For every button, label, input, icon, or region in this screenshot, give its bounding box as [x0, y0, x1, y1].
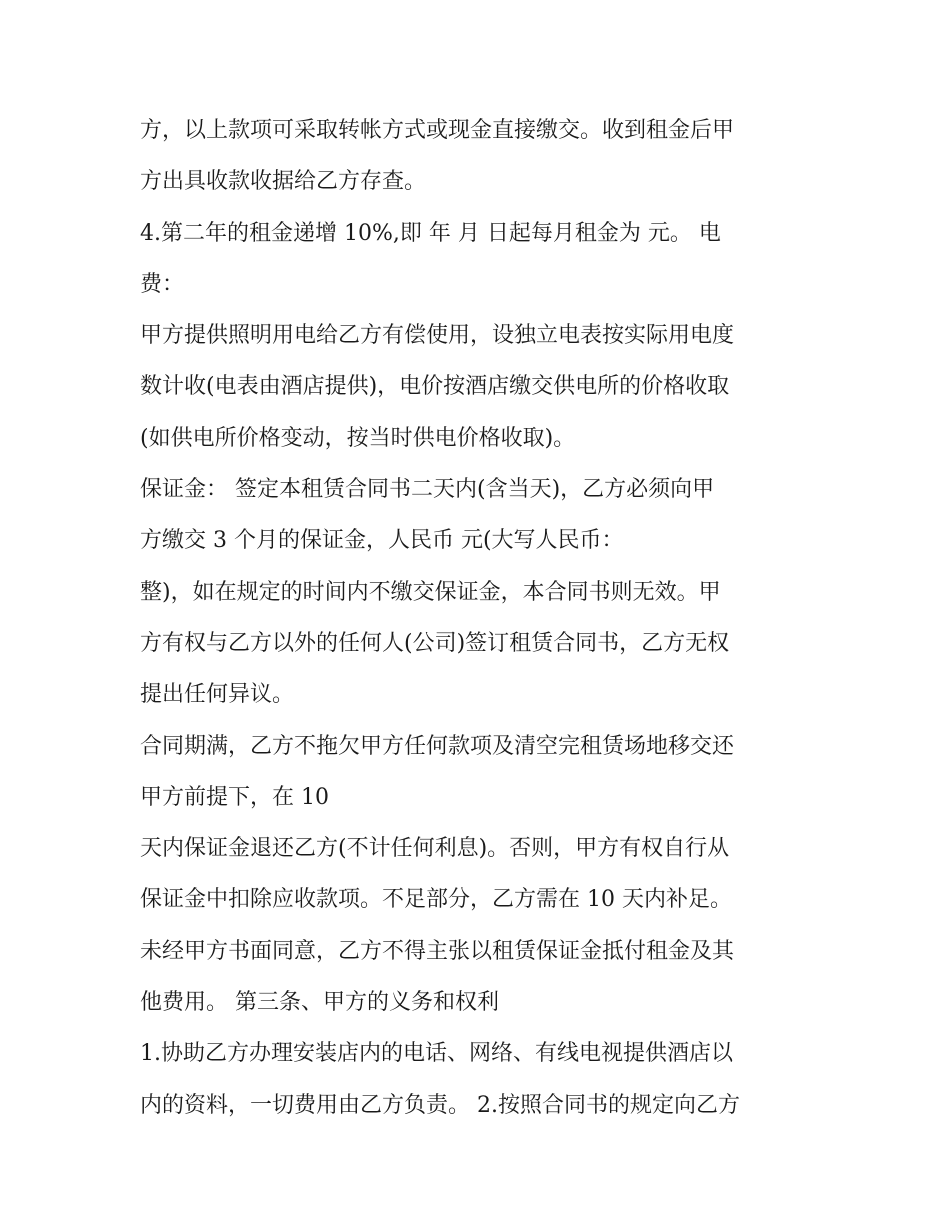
document-body: [140, 110, 820, 1136]
text-line: 保证金中扣除应收款项。不足部分，乙方需在 10 天内补足。: [140, 887, 732, 913]
text-line: 他费用。 第三条、甲方的义务和权利: [140, 990, 499, 1016]
text-line: 数计收(电表由酒店提供)，电价按酒店缴交供电所的价格收取: [140, 374, 730, 400]
text-line: 保证金： 签定本租赁合同书二天内(含当天)，乙方必须向甲: [140, 477, 715, 503]
text-line: 4.第二年的租金递增 10%,即 年 月 日起每月租金为 元。 电: [140, 220, 721, 246]
text-line: 未经甲方书面同意，乙方不得主张以租赁保证金抵付租金及其: [140, 938, 735, 964]
text-line: 方出具收款收据给乙方存查。: [140, 169, 427, 195]
text-line: 费：: [140, 271, 185, 297]
text-line: 方有权与乙方以外的任何人(公司)签订租赁合同书，乙方无权: [140, 630, 730, 656]
text-line: 内的资料，一切费用由乙方负责。 2.按照合同书的规定向乙方: [140, 1092, 740, 1118]
text-line: 1.协助乙方办理安装店内的电话、网络、有线电视提供酒店以: [140, 1041, 733, 1067]
text-line: 方，以上款项可采取转帐方式或现金直接缴交。收到租金后甲: [140, 118, 735, 143]
text-line: 甲方提供照明用电给乙方有偿使用，设独立电表按实际用电度: [140, 323, 735, 349]
text-line: 甲方前提下，在 10: [140, 784, 329, 810]
text-line: 合同期满，乙方不拖欠甲方任何款项及清空完租赁场地移交还: [140, 733, 735, 759]
text-line: (如供电所价格变动，按当时供电价格收取)。: [140, 425, 576, 451]
text-line: 天内保证金退还乙方(不计任何利息)。否则，甲方有权自行从: [140, 836, 730, 862]
text-line: 方缴交 3 个月的保证金，人民币 元(大写人民币：: [140, 528, 624, 554]
text-line: 整)，如在规定的时间内不缴交保证金，本合同书则无效。甲: [140, 579, 721, 605]
text-line: 提出任何异议。: [140, 682, 295, 708]
